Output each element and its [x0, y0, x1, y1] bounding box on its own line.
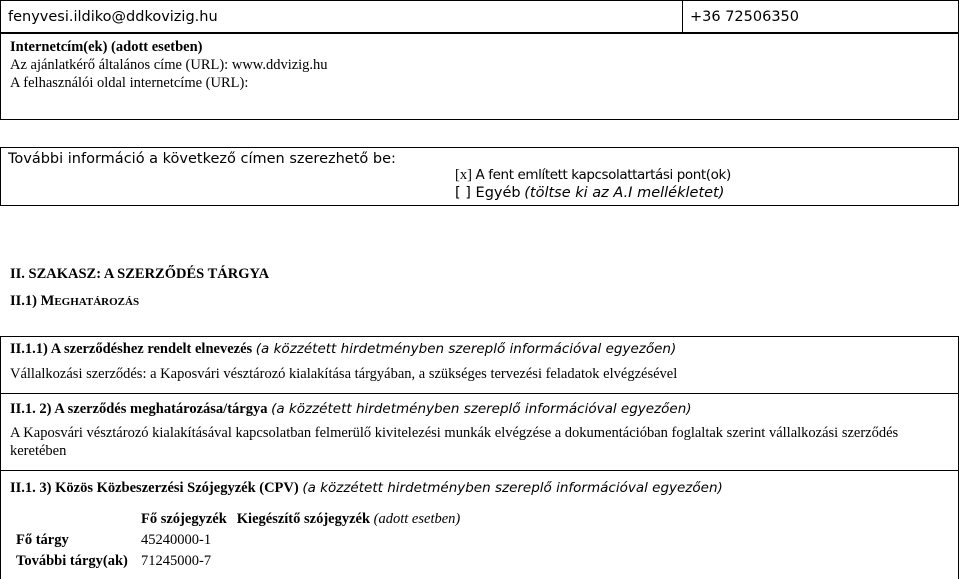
cpv-row-1-label: Fő tárgy — [16, 532, 69, 548]
option-1-mark: [x] — [455, 167, 472, 183]
item-2-value: A Kaposvári vésztározó kialakításával kapcsolatban felmerülő kivitelezési munkák elvégzése a dokumentációban foglaltak szerint vállalkozási szerződés keretében — [10, 425, 899, 459]
cpv-row-2-label: További tárgy(ak) — [16, 553, 128, 569]
subsection-prefix: II.1) M — [10, 293, 55, 309]
internet-heading: Internetcím(ek) (adott esetben) — [10, 39, 203, 55]
cpv-row-1-supp — [237, 530, 460, 551]
cpv-col-supp — [237, 509, 460, 530]
contracting-authority-url — [10, 56, 328, 74]
cpv-corner — [16, 509, 141, 530]
cpv-col-main: Fő szójegyzék — [141, 511, 227, 527]
item-3-label: II.1. 3) Közös Közbeszerzési Szójegyzék (CPV) — [10, 480, 299, 496]
cpv-row-1-value: 45240000-1 — [141, 532, 212, 548]
item-1-note: (a közzétett hirdetményben szereplő információval egyezően) — [255, 341, 677, 357]
cpv-header-row — [16, 509, 460, 530]
cpv-row — [16, 551, 460, 572]
divider-1 — [0, 393, 959, 394]
item-2-note: (a közzétett hirdetményben szereplő információval egyezően) — [271, 401, 692, 417]
cpv-table — [16, 509, 460, 572]
further-info-option-2 — [455, 184, 724, 202]
item-3-heading — [10, 479, 723, 497]
cpv-row-2-value: 71245000-7 — [141, 553, 212, 569]
contracting-url-label: Az ajánlatkérő általános címe (URL): — [10, 57, 232, 73]
item-1-heading — [10, 340, 676, 358]
contact-email: fenyvesi.ildiko@ddkovizig.hu — [8, 9, 218, 25]
subsection-title — [10, 292, 139, 311]
cpv-row-2-supp — [237, 551, 460, 572]
item-2-label: II.1. 2) A szerződés meghatározása/tárgya — [10, 401, 268, 417]
option-1-text: A fent említett kapcsolattartási pont(ok) — [475, 167, 731, 183]
item-2-heading — [10, 400, 692, 418]
cpv-row — [16, 530, 460, 551]
cpv-col-supp-label: Kiegészítő szójegyzék — [236, 511, 371, 527]
contact-phone: +36 72506350 — [690, 9, 800, 25]
item-1-value: Vállalkozási szerződés: a Kaposvári vésztározó kialakítása tárgyában, a szükséges tervezési feladatok elvégzésével — [10, 366, 678, 382]
item-3-note: (a közzétett hirdetményben szereplő információval egyezően) — [302, 480, 723, 496]
option-2-mark: [ ] Egyéb — [455, 185, 521, 201]
item-1-label: II.1.1) A szerződéshez rendelt elnevezés — [10, 341, 253, 357]
further-info-option-1 — [455, 166, 731, 184]
buyer-profile-url: A felhasználói oldal internetcíme (URL): — [10, 75, 249, 91]
divider-2 — [0, 470, 959, 471]
option-2-text: (töltse ki az A.I mellékletet) — [524, 185, 725, 201]
subsection-rest: EGHATÁROZÁS — [54, 296, 140, 308]
cpv-col-supp-note: (adott esetben) — [373, 511, 461, 527]
further-info-label: További információ a következő címen szerezhető be: — [8, 151, 396, 167]
section-title: II. SZAKASZ: A SZERZŐDÉS TÁRGYA — [10, 266, 270, 282]
contracting-url-value: www.ddvizig.hu — [231, 57, 328, 73]
